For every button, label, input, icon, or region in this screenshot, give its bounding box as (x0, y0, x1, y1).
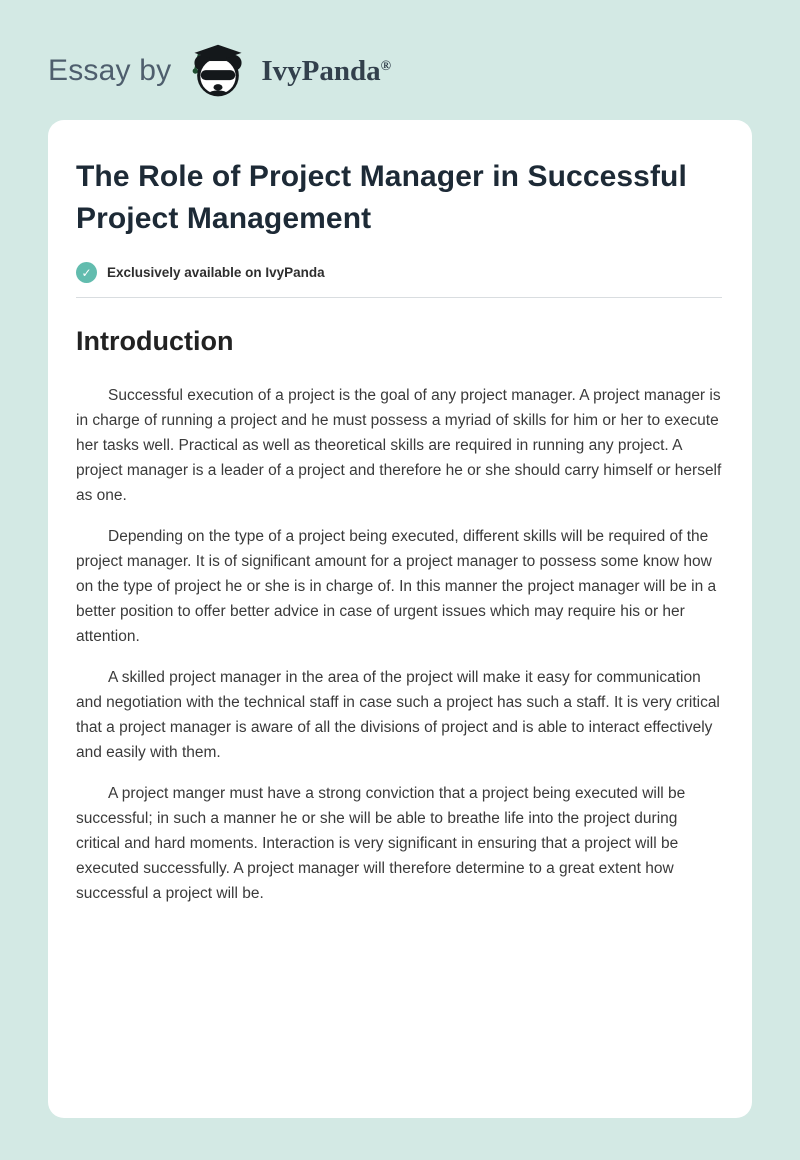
essay-title: The Role of Project Manager in Successful Project Management (76, 160, 687, 235)
ivypanda-panda-logo-icon (189, 42, 247, 100)
paragraph-1: Successful execution of a project is the goal of any project manager. A project manager is in charge of running a project and he must possess a myriad of skills for him or her to execute her tasks well. Practical as well as theoretical skills are required in running any project. A project manager is a leader of a project and therefore he or she should carry himself or herself as one. (76, 387, 722, 504)
paragraph-2: Depending on the type of a project being executed, different skills will be required of the project manager. It is of significant amount for a project manager to possess some know how on the type of project he or she is in charge of. In this manner the project manager will be in a better position to offer better advice in case of urgent issues which may require his or her attention. (76, 528, 717, 645)
brand-name (261, 55, 391, 88)
essay-card (48, 120, 752, 1118)
site-header (0, 0, 800, 120)
brand-text: IvyPanda (261, 54, 381, 87)
divider (76, 297, 722, 298)
availability-text: Exclusively available on IvyPanda (107, 265, 325, 280)
paragraph-4: A project manger must have a strong conviction that a project being executed will be successful; in such a manner he or she will be able to breathe life into the project during critical and hard moments. Interaction is very significant in ensuring that a project will be executed successfully. A project manager will therefore determine to a great extent how successful a project will be. (76, 785, 686, 902)
section-heading-introduction: Introduction (76, 326, 234, 356)
paragraph-3: A skilled project manager in the area of the project will make it easy for communication and negotiation with the technical staff in case such a project has such a staff. It is very critical that a project manager is aware of all the divisions of project and is able to interact effectively and easily with them. (76, 669, 720, 761)
check-icon: ✓ (76, 262, 97, 283)
availability-badge (76, 262, 722, 283)
registered-mark: ® (380, 58, 392, 74)
essay-by-label: Essay by (48, 54, 172, 87)
